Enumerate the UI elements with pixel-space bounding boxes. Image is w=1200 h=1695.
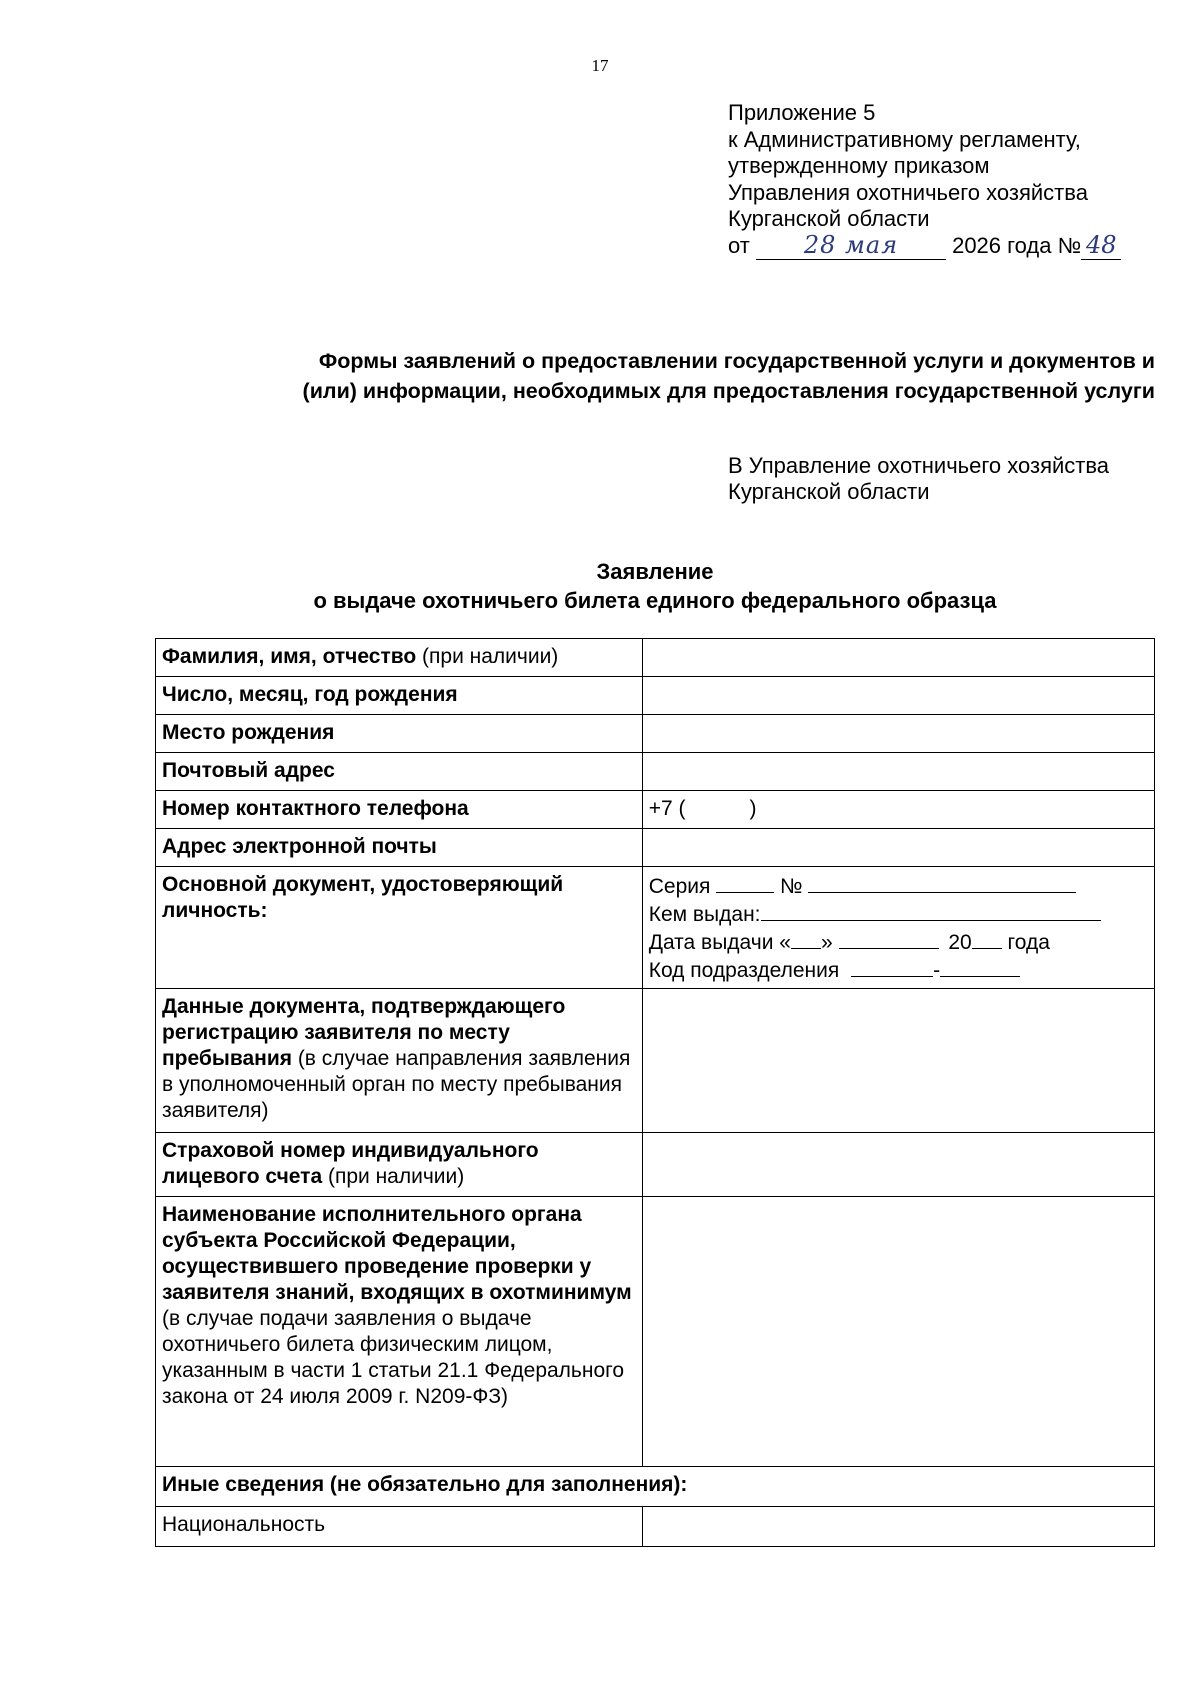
form-title-heading: Заявление: [596, 559, 714, 584]
phone-label: Номер контактного телефона: [156, 791, 643, 829]
id-division-code-line: Код подразделения -: [649, 956, 1148, 984]
registration-document-field[interactable]: [642, 989, 1154, 1133]
table-row: [156, 639, 1155, 677]
postal-address-field[interactable]: [642, 753, 1154, 791]
nationality-field[interactable]: [642, 1507, 1154, 1547]
postal-address-label: Почтовый адрес: [156, 753, 643, 791]
full-name-label: Фамилия, имя, отчество (при наличии): [156, 639, 643, 677]
snils-label: Страховой номер индивидуального лицевого счета (при наличии): [156, 1133, 643, 1197]
table-row: [156, 715, 1155, 753]
authority-field[interactable]: [642, 1197, 1154, 1467]
table-row: [156, 989, 1155, 1133]
full-name-field[interactable]: [642, 639, 1154, 677]
id-series-line: Серия №: [649, 872, 1148, 900]
form-title: [0, 557, 1200, 615]
appendix-line: к Административному регламенту,: [728, 126, 1081, 152]
table-row: [156, 791, 1155, 829]
nationality-label: Национальность: [156, 1507, 643, 1547]
phone-field[interactable]: +7 ( ): [642, 791, 1154, 829]
page-number: 17: [591, 56, 609, 75]
birth-date-label: Число, месяц, год рождения: [156, 677, 643, 715]
table-row: [156, 829, 1155, 867]
application-form-table: [155, 638, 1155, 1547]
registration-document-label: Данные документа, подтверждающего регистрацию заявителя по месту пребывания (в случае направления заявления в уполномоченный орган по месту пребывания заявителя): [156, 989, 643, 1133]
id-issue-date-line: Дата выдачи « » 20 года: [649, 928, 1148, 956]
birth-date-field[interactable]: [642, 677, 1154, 715]
appendix-line: Курганской области: [728, 206, 930, 231]
table-row: [156, 1467, 1155, 1507]
table-row: [156, 1133, 1155, 1197]
id-document-field[interactable]: [642, 867, 1154, 989]
snils-field[interactable]: [642, 1133, 1154, 1197]
table-row: [156, 867, 1155, 989]
appendix-header: [728, 100, 1121, 260]
birth-place-label: Место рождения: [156, 715, 643, 753]
year-text: 2026 года №: [952, 232, 1082, 258]
appendix-line: Приложение 5: [728, 100, 876, 125]
appendix-line: Управления охотничьего хозяйства: [728, 179, 1088, 205]
id-issued-by-line: Кем выдан:: [649, 900, 1148, 928]
authority-label: Наименование исполнительного органа субъекта Российской Федерации, осуществившего проведение проверки у заявителя знаний, входящих в охотминимум (в случае подачи заявления о выдаче охотничьего билета физическим лицом, указанным в части 1 статьи 21.1 Федерального закона от 24 июля 2009 г. N209-ФЗ): [156, 1197, 643, 1467]
addressee-line: Курганской области: [728, 479, 930, 504]
appendix-date-line: [728, 230, 1121, 260]
birth-place-field[interactable]: [642, 715, 1154, 753]
table-row: [156, 677, 1155, 715]
main-title-line: Формы заявлений о предоставлении государственной услуги и документов и: [318, 349, 1155, 373]
email-label: Адрес электронной почты: [156, 829, 643, 867]
id-document-label: Основной документ, удостоверяющий личность:: [156, 867, 643, 989]
handwritten-number: 48: [1081, 235, 1121, 260]
addressee-line: В Управление охотничьего хозяйства: [728, 453, 1110, 478]
date-prefix: от: [728, 232, 750, 258]
form-title-subheading: о выдаче охотничьего билета единого федерального образца: [313, 588, 997, 613]
table-row: [156, 753, 1155, 791]
appendix-line: утвержденному приказом: [728, 153, 990, 178]
table-row: [156, 1197, 1155, 1467]
table-row: [156, 1507, 1155, 1547]
handwritten-date: 28 мая: [756, 235, 946, 260]
email-field[interactable]: [642, 829, 1154, 867]
other-info-heading: Иные сведения (не обязательно для заполнения):: [156, 1467, 1155, 1507]
main-title: [180, 346, 1155, 406]
main-title-line: (или) информации, необходимых для предоставления государственной услуги: [302, 379, 1155, 403]
addressee: [728, 453, 1109, 505]
